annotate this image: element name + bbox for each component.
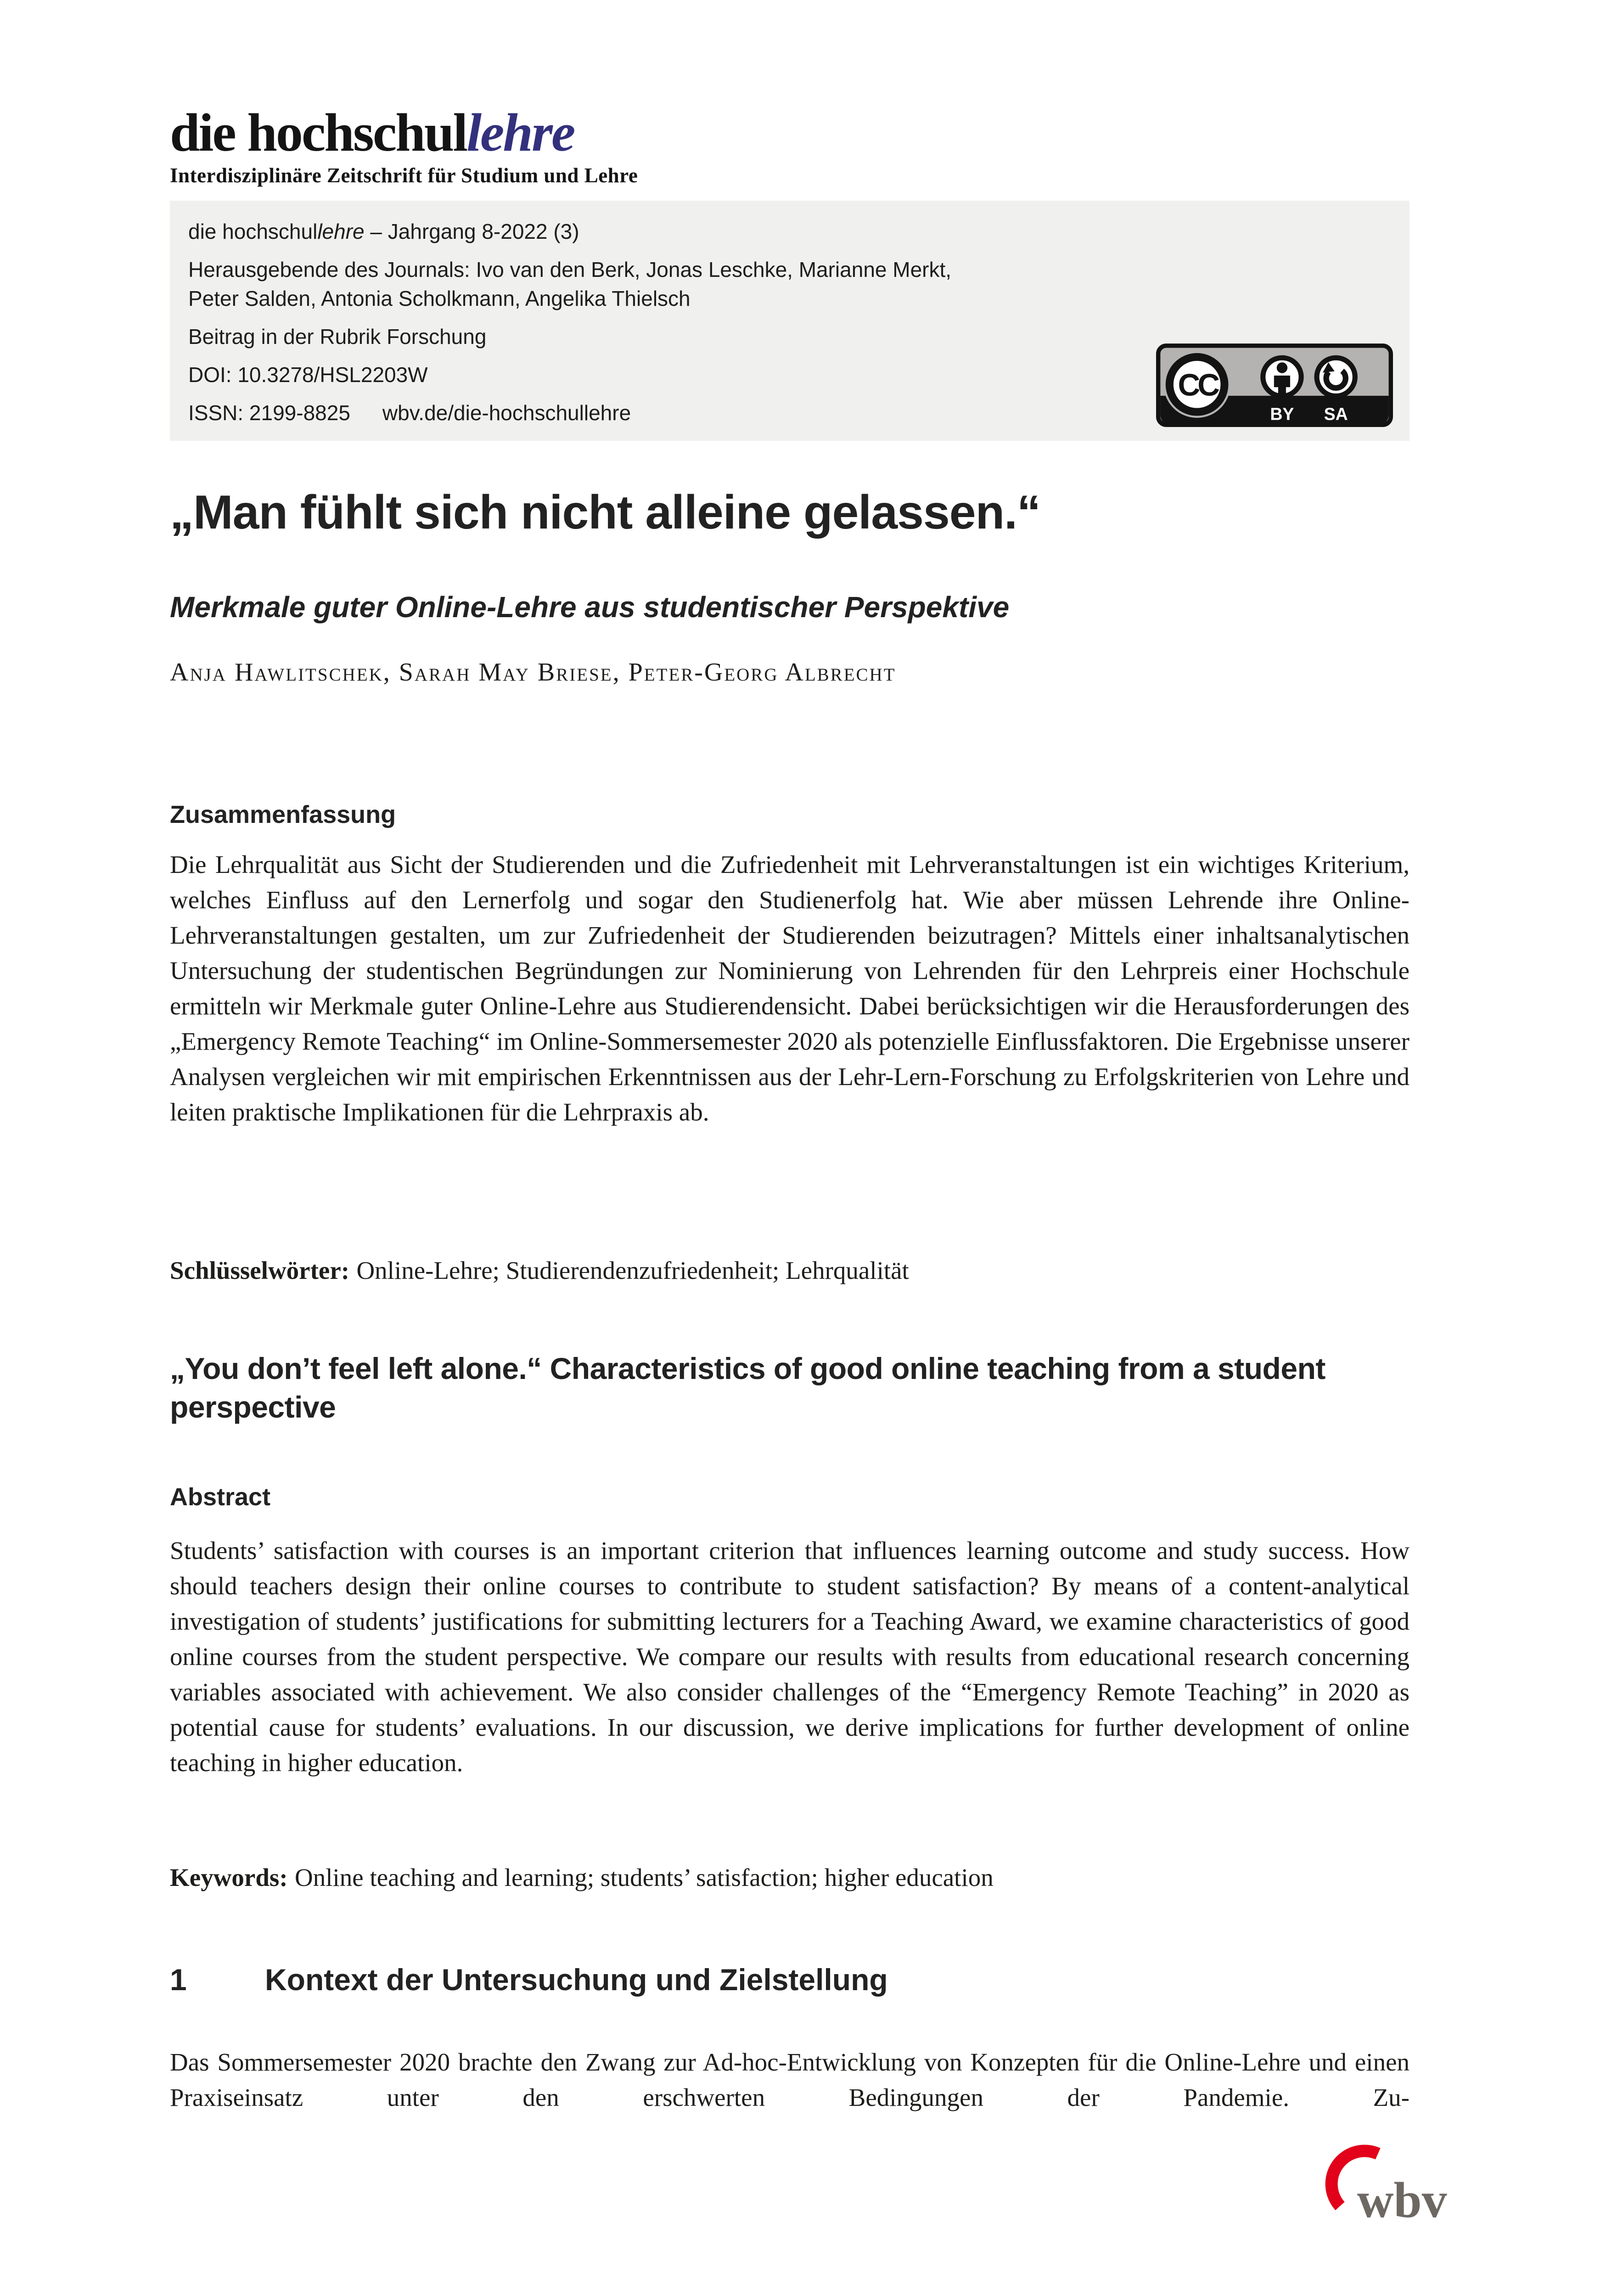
issue-metadata-box [170, 201, 1410, 441]
keywords-de-label: Schlüsselwörter: [170, 1256, 350, 1284]
article-subtitle: Merkmale guter Online-Lehre aus studentischer Perspektive [170, 591, 1010, 624]
journal-logo-subtitle: Interdisziplinäre Zeitschrift für Studium und Lehre [170, 164, 638, 187]
issue-journal-name: die hochschul [188, 219, 318, 243]
cc-by-sa-badge [1156, 343, 1393, 427]
issue-line [188, 217, 1410, 246]
abstract-de-heading: Zusammenfassung [170, 801, 396, 828]
issue-journal-name-accent: lehre [317, 219, 365, 243]
abstract-en-heading: Abstract [170, 1483, 271, 1511]
editors-line-1: Herausgebende des Journals: Ivo van den Berk, Jonas Leschke, Marianne Merkt, [188, 258, 952, 281]
section-1-paragraph: Das Sommersemester 2020 brachte den Zwang zur Ad-hoc-Entwicklung von Konzepten für die Online-Lehre und einen Praxiseinsatz unter den erschwerten Bedingungen der Pandemie. Zu- [170, 2048, 1410, 2111]
section-1-number: 1 [170, 1963, 187, 1997]
doi-line: DOI: 10.3278/HSL2203W [188, 363, 428, 387]
editors-line-2: Peter Salden, Antonia Scholkmann, Angelika Thielsch [188, 287, 691, 310]
article-title: „Man fühlt sich nicht alleine gelassen.“ [170, 486, 1040, 539]
by-label: BY [1270, 404, 1294, 424]
attribution-person-icon [1263, 358, 1301, 396]
journal-logo-accent: lehre [466, 102, 574, 163]
sa-label: SA [1324, 404, 1348, 424]
keywords-de-line [170, 1253, 1410, 1288]
keywords-en-value: Online teaching and learning; students’ satisfaction; higher education [295, 1863, 994, 1891]
section-1-heading [170, 1962, 1419, 1998]
keywords-en-line [170, 1860, 1410, 1895]
wbv-wordmark: wbv [1357, 2172, 1447, 2228]
cc-logo-icon [1163, 351, 1230, 418]
issn-value: ISSN: 2199-8825 [188, 401, 350, 425]
journal-url-link[interactable]: wbv.de/die-hochschullehre [382, 401, 631, 425]
rubric-line: Beitrag in der Rubrik Forschung [188, 325, 487, 349]
keywords-de-value: Online-Lehre; Studierendenzufriedenheit; Lehrqualität [356, 1256, 909, 1284]
share-alike-arrow-icon [1317, 358, 1355, 396]
abstract-de-paragraph: Die Lehrqualität aus Sicht der Studierenden und die Zufriedenheit mit Lehrveranstaltungen ist ein wichtiges Kriterium, welches Einfluss auf den Lernerfolg und sogar den Studienerfolg hat. Wie aber müssen Lehrende ihre Online-Lehrveranstaltungen gestalten, um zur Zufriedenheit der Studierenden beizutragen? Mittels einer inhaltsanalytischen Untersuchung der studentischen Begründungen zur Nominierung von Lehrenden für den Lehrpreis einer Hochschule ermitteln wir Merkmale guter Online-Lehre aus Studierendensicht. Dabei berücksichtigen wir die Herausforderungen des „Emergency Remote Teaching“ im Online-Sommersemester 2020 als potenzielle Einflussfaktoren. Die Ergebnisse unserer Analysen vergleichen wir mit empirischen Erkenntnissen aus der Lehr-Lern-Forschung zu Erfolgskriterien von Lehre und leiten praktische Implikationen für die Lehrpraxis ab. [170, 850, 1410, 1126]
editors-lines [188, 255, 1410, 313]
journal-logo-wordmark [170, 102, 638, 163]
issue-volume: – Jahrgang 8-2022 (3) [364, 219, 579, 243]
article-title-en: „You don’t feel left alone.“ Characteristics of good online teaching from a student perspective [170, 1351, 1325, 1424]
wbv-publisher-logo [1319, 2138, 1466, 2239]
authors-line: Anja Hawlitschek, Sarah May Briese, Peter-Georg Albrecht [170, 658, 896, 687]
abstract-en-paragraph: Students’ satisfaction with courses is an important criterion that influences learning outcome and study success. How should teachers design their online courses to contribute to student satisfaction? By means of a content-analytical investigation of students’ justifications for submitting lecturers for a Teaching Award, we examine characteristics of good online courses from the student perspective. We compare our results with results from educational research concerning variables associated with achievement. We also consider challenges of the “Emergency Remote Teaching” in 2020 as potential cause for students’ evaluations. In our discussion, we derive implications for further development of online teaching in higher education. [170, 1536, 1410, 1777]
journal-logo [170, 102, 638, 187]
keywords-en-label: Keywords: [170, 1863, 288, 1891]
cc-letters: CC [1178, 368, 1218, 403]
section-1-title: Kontext der Untersuchung und Zielstellung [265, 1963, 888, 1997]
journal-logo-main: die hochschul [170, 102, 467, 163]
